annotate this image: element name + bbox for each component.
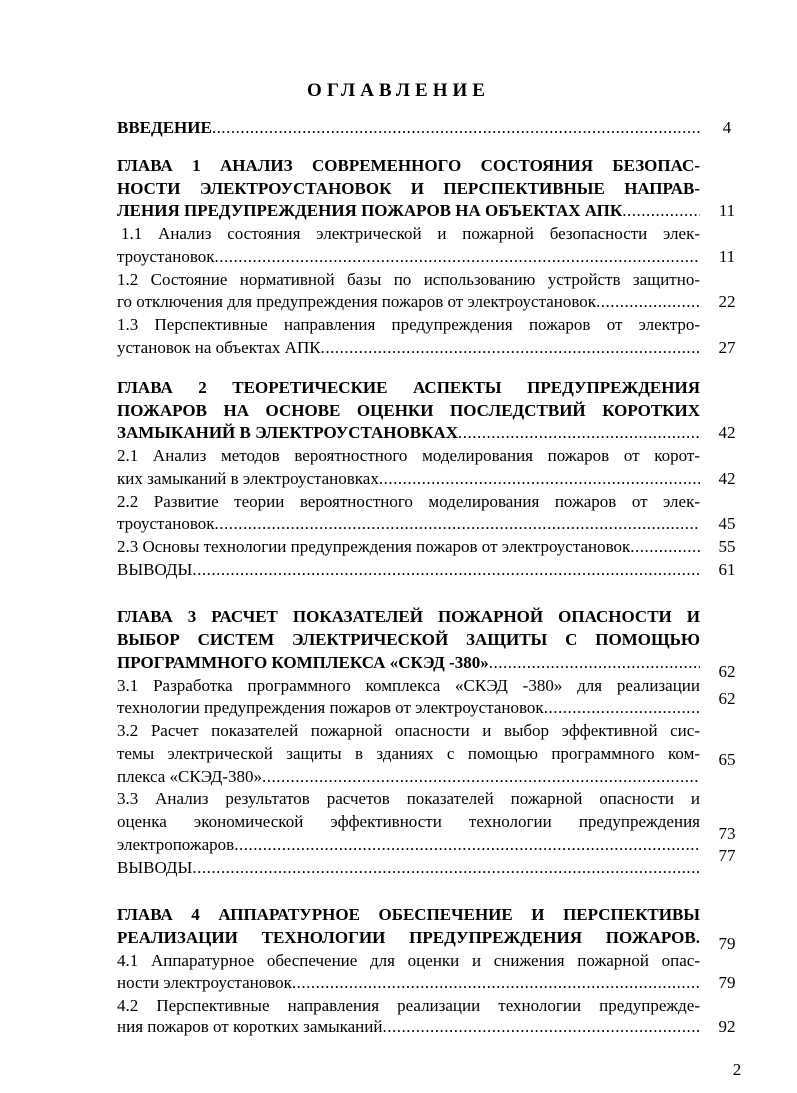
chapter-2-title-line-1: ГЛАВА 2 ТЕОРЕТИЧЕСКИЕ АСПЕКТЫ ПРЕДУПРЕЖДЕНИЯ: [117, 378, 700, 397]
section-3-3-line-2: оценка экономической эффективности технологии предупреждения: [117, 812, 700, 831]
section-1-2-line-1: 1.2 Состояние нормативной базы по использованию устройств защитно-: [117, 270, 700, 289]
chapter-1-page: 11: [718, 201, 736, 220]
chapter-2-title-line-3: ЗАМЫКАНИЙ В ЭЛЕКТРОУСТАНОВКАХ .....: [117, 423, 700, 443]
section-4-2-page: 92: [718, 1017, 736, 1036]
chapter-1-title-line-1: ГЛАВА 1 АНАЛИЗ СОВРЕМЕННОГО СОСТОЯНИЯ БЕЗОПАС-: [117, 156, 700, 175]
section-1-2-page: 22: [718, 292, 736, 311]
toc-title: ОГЛАВЛЕНИЕ: [307, 80, 490, 101]
section-4-1-line-1: 4.1 Аппаратурное обеспечение для оценки и снижения пожарной опас-: [117, 951, 700, 970]
section-4-1-line-2: ности электроустановок .....: [117, 973, 700, 993]
section-4-1-page: 79: [718, 973, 736, 992]
section-2-2-line-1: 2.2 Развитие теории вероятностного моделирования пожаров от элек-: [117, 492, 700, 511]
page-number: 2: [732, 1060, 742, 1079]
chapter-2-title-line-2: ПОЖАРОВ НА ОСНОВЕ ОЦЕНКИ ПОСЛЕДСТВИЙ КОРОТКИХ: [117, 401, 700, 420]
chapter-4-title-line-1: ГЛАВА 4 АППАРАТУРНОЕ ОБЕСПЕЧЕНИЕ И ПЕРСПЕКТИВЫ: [117, 905, 700, 924]
section-1-3-page: 27: [718, 338, 736, 357]
section-3-3-line-3: электропожаров .....: [117, 835, 700, 855]
section-3-1-line-1: 3.1 Разработка программного комплекса «СКЭД -380» для реализации: [117, 676, 700, 695]
intro-label: ВВЕДЕНИЕ: [117, 118, 212, 137]
section-1-1-page: 11: [718, 247, 736, 266]
section-2-1-line-1: 2.1 Анализ методов вероятностного моделирования пожаров от корот-: [117, 446, 700, 465]
section-3-2-line-2: темы электрической защиты в зданиях с помощью программного ком-: [117, 744, 700, 763]
chapter-2-page: 42: [718, 423, 736, 442]
chapter-3-title-line-1: ГЛАВА 3 РАСЧЕТ ПОКАЗАТЕЛЕЙ ПОЖАРНОЙ ОПАСНОСТИ И: [117, 607, 700, 626]
chapter-3-title-line-2: ВЫБОР СИСТЕМ ЭЛЕКТРИЧЕСКОЙ ЗАЩИТЫ С ПОМОЩЬЮ: [117, 630, 700, 649]
section-1-1-line-2: троустановок .....: [117, 247, 700, 267]
section-2-3-line-1: 2.3 Основы технологии предупреждения пожаров от электроустановок .....: [117, 537, 700, 557]
chapter-3-conclusions-page: 77: [718, 846, 736, 865]
section-1-3-line-2: установок на объектах АПК .....: [117, 338, 700, 358]
section-2-1-page: 42: [718, 469, 736, 488]
section-2-2-page: 45: [718, 514, 736, 533]
section-2-2-line-2: троустановок .....: [117, 514, 700, 534]
intro-entry: [117, 118, 700, 138]
section-3-1-page: 62: [718, 689, 736, 708]
section-2-3-page: 55: [718, 537, 736, 556]
chapter-4-title-line-2: РЕАЛИЗАЦИИ ТЕХНОЛОГИИ ПРЕДУПРЕЖДЕНИЯ ПОЖАРОВ.: [117, 928, 700, 947]
section-1-3-line-1: 1.3 Перспективные направления предупреждения пожаров от электро-: [117, 315, 700, 334]
section-3-1-line-2: технологии предупреждения пожаров от электроустановок .....: [117, 698, 700, 718]
section-3-2-page: 65: [718, 750, 736, 769]
chapter-2-conclusions: ВЫВОДЫ .....: [117, 560, 700, 580]
section-1-2-line-2: го отключения для предупреждения пожаров от электроустановок .....: [117, 292, 700, 312]
intro-page: 4: [722, 118, 732, 137]
chapter-4-page: 79: [718, 934, 736, 953]
section-3-3-line-1: 3.3 Анализ результатов расчетов показателей пожарной опасности и: [117, 789, 700, 808]
section-1-1-line-1: 1.1 Анализ состояния электрической и пожарной безопасности элек-: [121, 224, 700, 243]
chapter-3-page: 62: [718, 662, 736, 681]
section-4-2-line-2: ния пожаров от коротких замыканий .....: [117, 1017, 700, 1037]
chapter-3-conclusions: ВЫВОДЫ .....: [117, 858, 700, 878]
section-3-2-line-1: 3.2 Расчет показателей пожарной опасности и выбор эффективной сис-: [117, 721, 700, 740]
chapter-1-title-line-2: НОСТИ ЭЛЕКТРОУСТАНОВОК И ПЕРСПЕКТИВНЫЕ НАПРАВ-: [117, 179, 700, 198]
chapter-2-conclusions-page: 61: [718, 560, 736, 579]
section-4-2-line-1: 4.2 Перспективные направления реализации технологии предупрежде-: [117, 996, 700, 1015]
section-3-3-page: 73: [718, 824, 736, 843]
section-2-1-line-2: ких замыканий в электроустановках .....: [117, 469, 700, 489]
chapter-3-title-line-3: ПРОГРАММНОГО КОМПЛЕКСА «СКЭД -380» .....: [117, 653, 700, 673]
section-3-2-line-3: плекса «СКЭД-380» .....: [117, 767, 700, 787]
chapter-1-title-line-3: ЛЕНИЯ ПРЕДУПРЕЖДЕНИЯ ПОЖАРОВ НА ОБЪЕКТАХ АПК .....: [117, 201, 700, 221]
